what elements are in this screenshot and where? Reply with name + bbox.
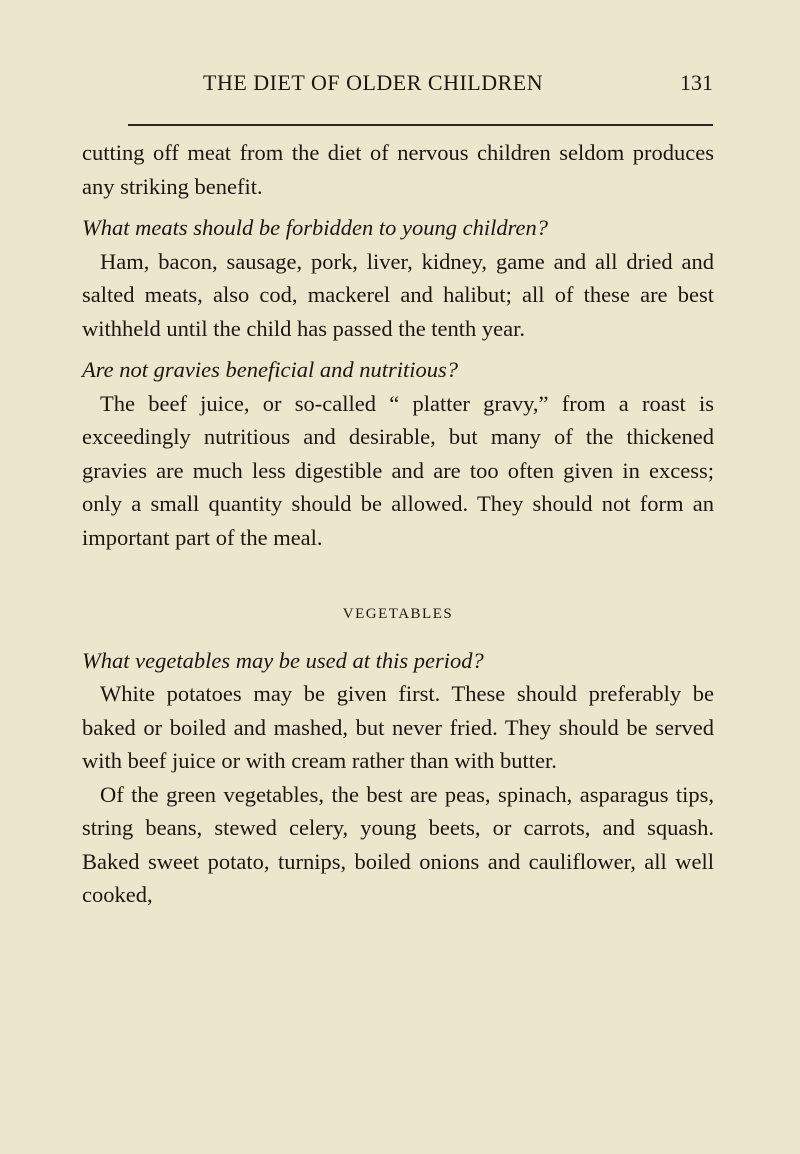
running-title: THE DIET OF OLDER CHILDREN [203, 70, 544, 95]
question-vegetables: What vegetables may be used at this period? [82, 647, 484, 673]
answer-green-vegetables: Of the green vegetables, the best are peas, spinach, asparagus tips, string beans, stewed celery, young beets, or carrots, and squash. Baked sweet potato, turnips, boiled onions and cauliflower, all well cooked, [82, 781, 714, 907]
page-number: 131 [680, 70, 713, 95]
question-meats: What meats should be forbidden to young children? [82, 215, 548, 240]
header-rule [128, 124, 713, 126]
answer-gravies: The beef juice, or so-called “ platter gravy,” from a roast is exceedingly nutritious and desirable, but many of the thickened gravies are much less digestible and are too often given in excess; only a small quantity should be allowed. They should not form an important part of the meal. [82, 390, 714, 550]
running-header [128, 70, 713, 104]
paragraph-continuation: cutting off meat from the diet of nervous children seldom produces any striking benefit. [82, 140, 714, 199]
body-text [82, 136, 714, 912]
question-gravies: Are not gravies beneficial and nutritious? [82, 357, 458, 382]
answer-meats: Ham, bacon, sausage, pork, liver, kidney, game and all dried and salted meats, also cod, mackerel and halibut; all of these are best withheld until the child has passed the tenth year. [82, 248, 714, 341]
section-heading-vegetables: VEGETABLES [342, 606, 454, 622]
answer-potatoes: White potatoes may be given first. These should preferably be baked or boiled and mashed, but never fried. They should be served with beef juice or with cream rather than with butter. [82, 681, 714, 773]
